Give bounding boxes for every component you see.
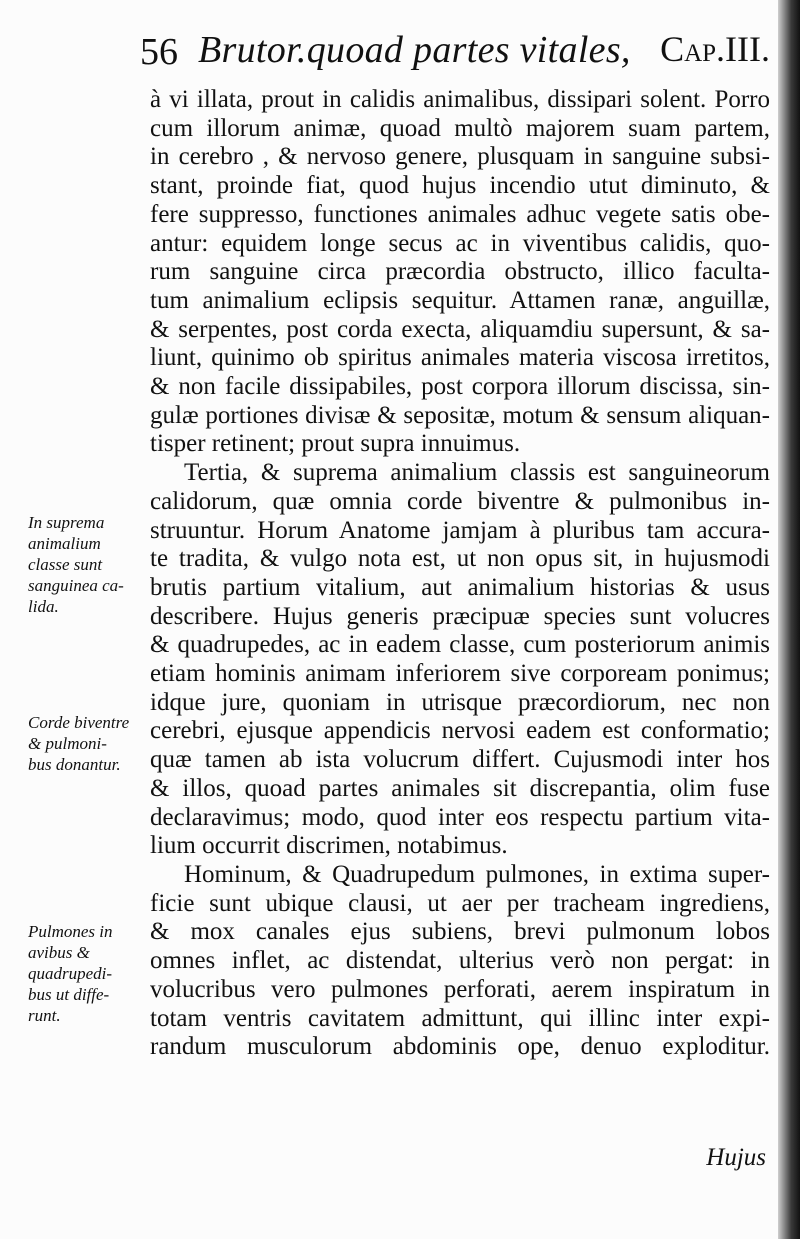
text-line: tum animalium eclipsis sequitur. Attamen ranæ, anguillæ, [150, 286, 770, 314]
page-header [140, 22, 770, 78]
text-line: totam ventris cavitatem admittunt, qui illinc inter expi- [150, 1004, 770, 1032]
text-line: tisper retinent; prout supra innuimus. [150, 430, 521, 458]
text-line: stant, proinde fiat, quod hujus incendio utut diminuto, & [150, 172, 770, 200]
text-line: ficie sunt ubique clausi, ut aer per tracheam ingrediens, [150, 889, 770, 917]
text-line: struuntur. Horum Anatome jamjam à pluribus tam accura- [150, 516, 770, 544]
text-line: calidorum, quæ omnia corde biventre & pulmonibus in- [150, 487, 770, 515]
text-line: omnes inflet, ac distendat, ulterius verò non pergat: in [150, 947, 770, 975]
text-line: declaravimus; modo, quod inter eos respectu partium vita- [150, 803, 770, 831]
text-line: lium occurrit discrimen, notabimus. [150, 832, 508, 860]
margin-note: Pulmones in avibus & quadrupedi- bus ut diffe- runt. [28, 922, 113, 1025]
margin-note: In suprema animalium classe sunt sanguinea ca- lida. [28, 513, 124, 616]
text-line: brutis partium vitalium, aut animalium historias & usus [150, 573, 770, 601]
text-line: idque jure, quoniam in utrisque præcordiorum, nec non [150, 688, 770, 716]
page-edge-shadow [778, 0, 800, 1239]
catchword: Hujus [706, 1144, 766, 1171]
text-line: etiam hominis animam inferiorem sive corpoream ponimus; [150, 660, 770, 688]
main-text [150, 86, 770, 1062]
text-line: quæ tamen ab ista volucrum differt. Cujusmodi inter hos [150, 746, 770, 774]
text-line: volucribus vero pulmones perforati, aerem inspiratum in [150, 975, 770, 1003]
text-line: in cerebro , & nervoso genere, plusquam in sanguine subsi- [150, 143, 770, 171]
running-title: Brutor.quoad partes vitales, [198, 29, 631, 71]
chapter-label: Cap.III. [660, 29, 770, 69]
page-number: 56 [140, 31, 178, 73]
margin-note: Corde biventre & pulmoni- bus donantur. [28, 713, 130, 774]
text-line: randum musculorum abdominis ope, denuo exploditur. [150, 1033, 770, 1061]
text-line: & mox canales ejus subiens, brevi pulmonum lobos [150, 918, 770, 946]
text-line: Tertia, & suprema animalium classis est sanguineorum [184, 459, 770, 487]
text-line: te tradita, & vulgo nota est, ut non opus sit, in hujusmodi [150, 545, 770, 573]
text-line: cerebri, ejusque appendicis nervosi eadem est conformatio; [150, 717, 770, 745]
text-line: gulæ portiones divisæ & sepositæ, motum & sensum aliquan- [150, 401, 770, 429]
text-line: & illos, quoad partes animales sit discrepantia, olim fuse [150, 774, 770, 802]
text-line: & serpentes, post corda execta, aliquamdiu supersunt, & sa- [150, 315, 770, 343]
text-line: fere suppresso, functiones animales adhuc vegete satis obe- [150, 200, 770, 228]
text-line: describere. Hujus generis præcipuæ species sunt volucres [150, 602, 770, 630]
text-line: liunt, quinimo ob spiritus animales materia viscosa irretitos, [150, 344, 770, 372]
text-line: & non facile dissipabiles, post corpora illorum discissa, sin- [150, 373, 770, 401]
text-line: & quadrupedes, ac in eadem classe, cum posteriorum animis [150, 631, 770, 659]
text-line: antur: equidem longe secus ac in viventibus calidis, quo- [150, 229, 770, 257]
text-line: rum sanguine circa præcordia obstructo, illico faculta- [150, 258, 770, 286]
text-line: Hominum, & Quadrupedum pulmones, in extima super- [184, 860, 770, 888]
text-line: à vi illata, prout in calidis animalibus, dissipari solent. Porro [150, 86, 770, 113]
text-line: cum illorum animæ, quoad multò majorem suam partem, [150, 114, 770, 142]
